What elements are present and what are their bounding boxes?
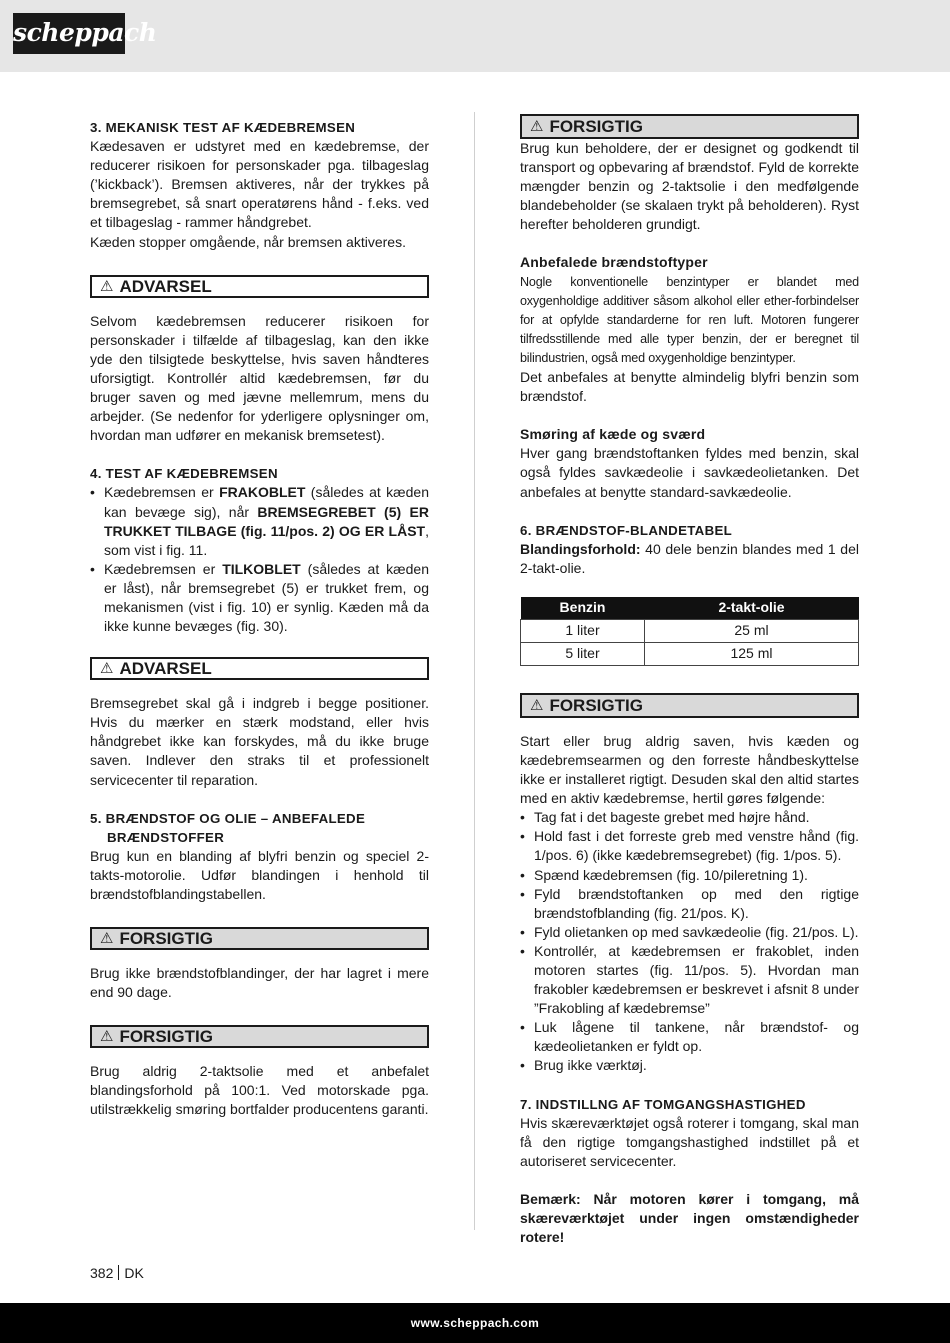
section-3-heading: 3. MEKANISK TEST AF KÆDEBREMSEN [90, 120, 356, 135]
section-6-heading: 6. BRÆNDSTOF-BLANDETABEL [520, 522, 733, 538]
page-header [0, 0, 950, 72]
idle-note: Bemærk: Når motoren kører i tomgang, må skæreværktøjet under ingen omstændigheder rotere! [520, 1190, 859, 1246]
right-column [520, 114, 859, 1247]
list-item: • Spænd kædebremsen (fig. 10/pileretning 1). [520, 866, 859, 885]
caution-title: FORSIGTIG [119, 1027, 213, 1047]
warning-1-text: Selvom kædebremsen reducerer risikoen for personskader i tilfælde af tilbageslag, kan den ikke yde den tilsigtede beskyttelse, hvis saven håndteres uforsigtigt. Kontrollér altid kædebremsen, før du bruger saven og med jævne mellemrum, mens du arbejder. (Se nedenfor for yderligere oplysninger om, hvordan man udfører en mekanisk bremsetest). [90, 312, 429, 444]
lubrication-heading: Smøring af kæde og sværd [520, 426, 706, 443]
list-item: • Luk lågene til tankene, når brændstof- og kædeolietanken er fyldt op. [520, 1018, 859, 1056]
separator [118, 1265, 119, 1280]
section-5-heading: 5. BRÆNDSTOF OG OLIE – ANBEFALEDE [90, 810, 366, 826]
warning-icon: ⚠ [530, 696, 544, 714]
table-cell: 125 ml [645, 642, 859, 665]
caution-box-4 [520, 693, 859, 718]
caution-title: FORSIGTIG [549, 117, 643, 136]
column-divider [474, 112, 475, 1230]
caution-box-2 [90, 1025, 429, 1048]
start-procedure-list [520, 808, 859, 1075]
left-column [90, 118, 429, 1120]
warning-icon: ⚠ [100, 930, 114, 948]
table-header-row [521, 597, 859, 620]
caution-3-text: Brug kun beholdere, der er designet og godkendt til transport og opbevaring af brændstof. Fyld de korrekte mængder benzin og 2-taktsolie i den medfølgende blandebeholder (se skalaen trykt på beholderen). Ryst herefter beholderen grundigt. [520, 140, 859, 233]
list-item: • Fyld brændstoftanken op med den rigtige brændstofblanding (fig. 21/pos. K). [520, 885, 859, 923]
section-5-text: Brug kun en blanding af blyfri benzin og speciel 2-takts-motorolie. Udfør blandingen i henhold til brændstofblandingstabellen. [90, 847, 429, 902]
warning-title: ADVARSEL [119, 659, 212, 679]
caution-box-1 [90, 927, 429, 950]
list-item: • Kædebremsen er TILKOBLET (således at kæden er låst), når bremsegrebet (5) er trukket frem, og mekanismen (vist i fig. 10) er synlig. Kæden må da ikke kunne bevæges (fig. 30). [90, 560, 429, 636]
caution-title: FORSIGTIG [119, 929, 213, 949]
brand-logo: scheppach [13, 13, 125, 54]
caution-2-text: Brug aldrig 2-taktsolie med et anbefalet blandingsforhold på 100:1. Ved motorskade pga. utilstrækkelig smøring bortfalder producentens garanti. [90, 1063, 429, 1118]
section-3-text-2: Kæden stopper omgående, når bremsen aktiveres. [90, 233, 406, 250]
mix-ratio: Blandingsforhold: 40 dele benzin blandes med 1 del 2-takt-olie. [520, 540, 859, 576]
page-number [90, 1265, 144, 1281]
table-row [521, 619, 859, 642]
fuel-mix-table [520, 597, 859, 666]
list-item: • Kædebremsen er FRAKOBLET (således at kæden kan bevæge sig), når BREMSEGREBET (5) ER TRUKKET TILBAGE (fig. 11/pos. 2) OG ER LÅST, som vist i fig. 11. [90, 483, 429, 559]
warning-icon: ⚠ [100, 660, 114, 678]
caution-title: FORSIGTIG [549, 695, 643, 715]
section-7-text: Hvis skæreværktøjet også roterer i tomgang, skal man få den rigtige tomgangshastighed indstillet på et autoriseret servicecenter. [520, 1114, 859, 1169]
list-item: • Hold fast i det forreste greb med venstre hånd (fig. 1/pos. 6) (ikke kædebremsegrebet) (fig. 1/pos. 5). [520, 827, 859, 865]
section-4-heading: 4. TEST AF KÆDEBREMSEN [90, 466, 278, 482]
warning-2-text: Bremsegrebet skal gå i indgreb i begge positioner. Hvis du mærker en stærk modstand, eller hvis håndgrebet ikke kan forskydes, må du ikke bruge saven. Indlever den straks til et professionelt servicecenter til reparation. [90, 695, 429, 788]
language-code: DK [124, 1265, 144, 1281]
list-item: • Tag fat i det bageste grebet med højre hånd. [520, 808, 859, 827]
caution-box-3 [520, 114, 859, 139]
warning-icon: ⚠ [100, 1028, 114, 1046]
warning-icon: ⚠ [530, 118, 544, 135]
fuel-types-text: Nogle konventionelle benzintyper er blandet med oxygenholdige additiver såsom alkohol eller ether-forbindelser for at opfylde standarderne for ren luft. Motoren fungerer tilfredsstillende med alle typer benzin, der er beregnet til bilindustrien, også med oxygenholdige benzintyper. [520, 274, 859, 365]
section-5-heading-line2: BRÆNDSTOFFER [107, 829, 225, 845]
website-link[interactable]: www.scheppach.com [410, 1316, 540, 1330]
warning-title: ADVARSEL [119, 276, 212, 296]
table-cell: 5 liter [521, 642, 645, 665]
table-cell: 25 ml [645, 619, 859, 642]
page-number-value: 382 [90, 1265, 114, 1281]
warning-box-1 [90, 275, 429, 298]
brake-test-list [90, 483, 429, 636]
caution-4-text: Start eller brug aldrig saven, hvis kæden og kædebremsearmen og den forreste håndbeskyttelse ikke er installeret rigtigt. Desuden skal den altid startes med en aktiv kædebremse, hertil gøres følgende: [520, 732, 859, 807]
table-cell: 1 liter [521, 619, 645, 642]
list-item: • Brug ikke værktøj. [520, 1056, 859, 1075]
fuel-types-heading: Anbefalede brændstoftyper [520, 254, 708, 271]
list-item: • Kontrollér, at kædebremsen er frakoblet, inden motoren startes (fig. 11/pos. 5). Hvordan man frakobler kædebremsen er beskrevet i afsnit 8 under ”Frakobling af kædebremse” [520, 942, 859, 1018]
list-item: • Fyld olietanken op med savkædeolie (fig. 21/pos. L). [520, 923, 859, 942]
warning-icon: ⚠ [100, 277, 114, 295]
section-7-heading: 7. INDSTILLNG AF TOMGANGSHASTIGHED [520, 1096, 806, 1112]
section-3-text: Kædesaven er udstyret med en kædebremse, der reducerer risikoen for personskader pga. tilbageslag (’kickback’). Bremsen aktiveres, når der trykkes på bremsegrebet, så snart operatørens hånd - f.eks. ved et tilbageslag - rammer håndgrebet. [90, 138, 429, 231]
column-header-benzin: Benzin [521, 597, 645, 620]
lubrication-text: Hver gang brændstoftanken fyldes med benzin, skal også fyldes savkædeolie i savkædeolietanken. Det anbefales at benytte standard-savkædeolie. [520, 445, 859, 500]
caution-1-text: Brug ikke brændstofblandinger, der har lagret i mere end 90 dage. [90, 965, 429, 1001]
footer-bar [0, 1303, 950, 1343]
fuel-recommendation: Det anbefales at benytte almindelig blyfri benzin som brændstof. [520, 369, 859, 405]
table-row [521, 642, 859, 665]
column-header-oil: 2-takt-olie [645, 597, 859, 620]
warning-box-2 [90, 657, 429, 680]
